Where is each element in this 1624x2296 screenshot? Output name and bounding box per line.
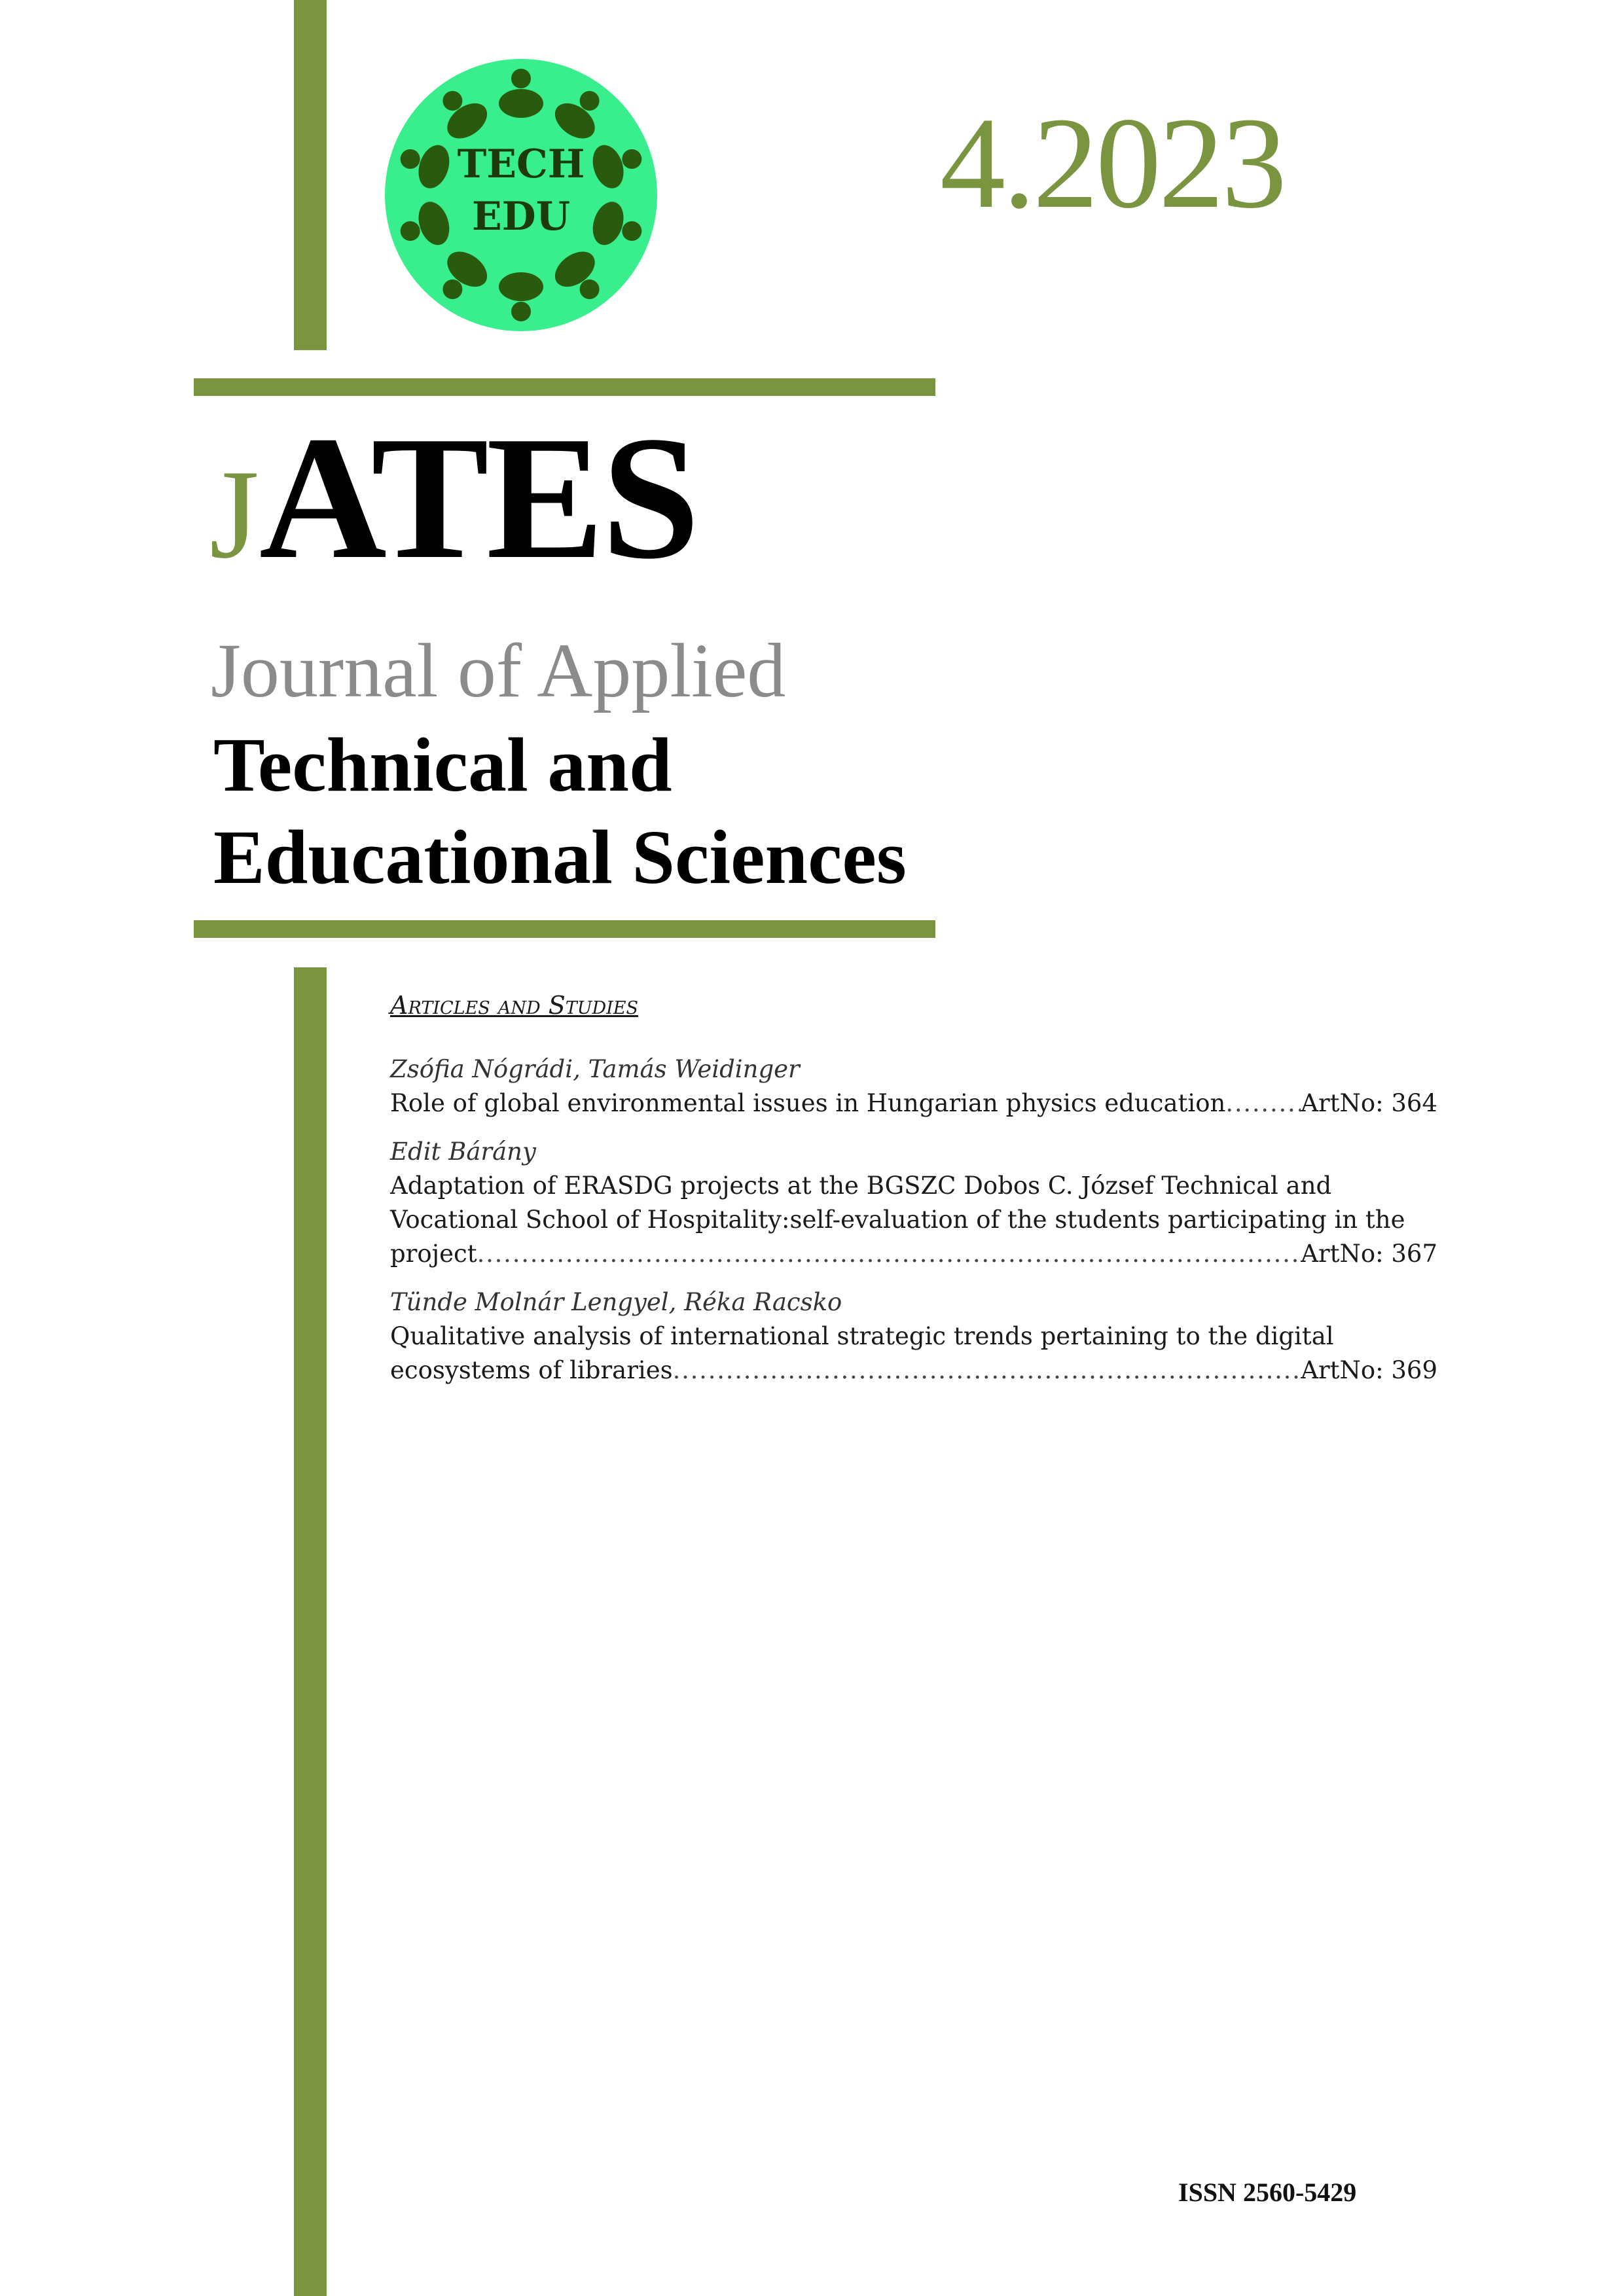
logo-text-tech: TECH	[457, 141, 585, 187]
acronym-letter-j: J	[209, 444, 259, 585]
acronym-letters-ates: ATES	[259, 400, 698, 596]
logo-text-edu: EDU	[471, 194, 571, 240]
entry-title-line	[390, 1237, 1437, 1271]
entry-title: project	[390, 1240, 477, 1268]
journal-name-line-2: Technical and	[213, 722, 672, 808]
journal-name-line-3: Educational Sciences	[213, 814, 907, 900]
entry-title-line: Adaptation of ERASDG projects at the BGSZC Dobos C. József Technical and	[390, 1172, 1332, 1200]
journal-name-line-1: Journal of Applied	[211, 628, 786, 713]
entry-title-line	[390, 1354, 1437, 1388]
techedu-logo	[384, 58, 659, 332]
entry-artno: ArtNo: 369	[1301, 1356, 1437, 1384]
dot-leader	[1225, 1086, 1301, 1121]
journal-acronym	[209, 400, 698, 596]
entry-title-line: Vocational School of Hospitality:self-evaluation of the students participating in the	[390, 1206, 1405, 1234]
entry-artno: ArtNo: 364	[1301, 1089, 1437, 1117]
entry-title-line: Qualitative analysis of international strategic trends pertaining to the digital	[390, 1322, 1334, 1350]
dot-leader	[477, 1237, 1301, 1271]
horizontal-rule-upper	[194, 378, 935, 396]
issue-number: 4.2023	[940, 91, 1284, 236]
entry-authors: Edit Bárány	[390, 1138, 536, 1166]
toc-entry[interactable]	[390, 1135, 1437, 1271]
entry-authors: Zsófia Nógrádi, Tamás Weidinger	[390, 1055, 800, 1083]
entry-title-line	[390, 1086, 1437, 1121]
vertical-rule-bottom	[294, 967, 327, 2296]
entry-title: ecosystems of libraries	[390, 1356, 673, 1384]
vertical-rule-top	[294, 0, 327, 350]
horizontal-rule-lower	[194, 920, 935, 938]
table-of-contents	[390, 988, 1437, 1402]
issn-number: ISSN 2560-5429	[1178, 2178, 1357, 2207]
toc-entry[interactable]	[390, 1285, 1437, 1388]
entry-artno: ArtNo: 367	[1301, 1240, 1437, 1268]
entry-title: Role of global environmental issues in Hungarian physics education	[390, 1089, 1226, 1117]
section-title: Articles and Studies	[390, 991, 639, 1020]
entry-authors: Tünde Molnár Lengyel, Réka Racsko	[390, 1288, 842, 1316]
toc-entry[interactable]	[390, 1052, 1437, 1121]
dot-leader	[673, 1354, 1301, 1388]
